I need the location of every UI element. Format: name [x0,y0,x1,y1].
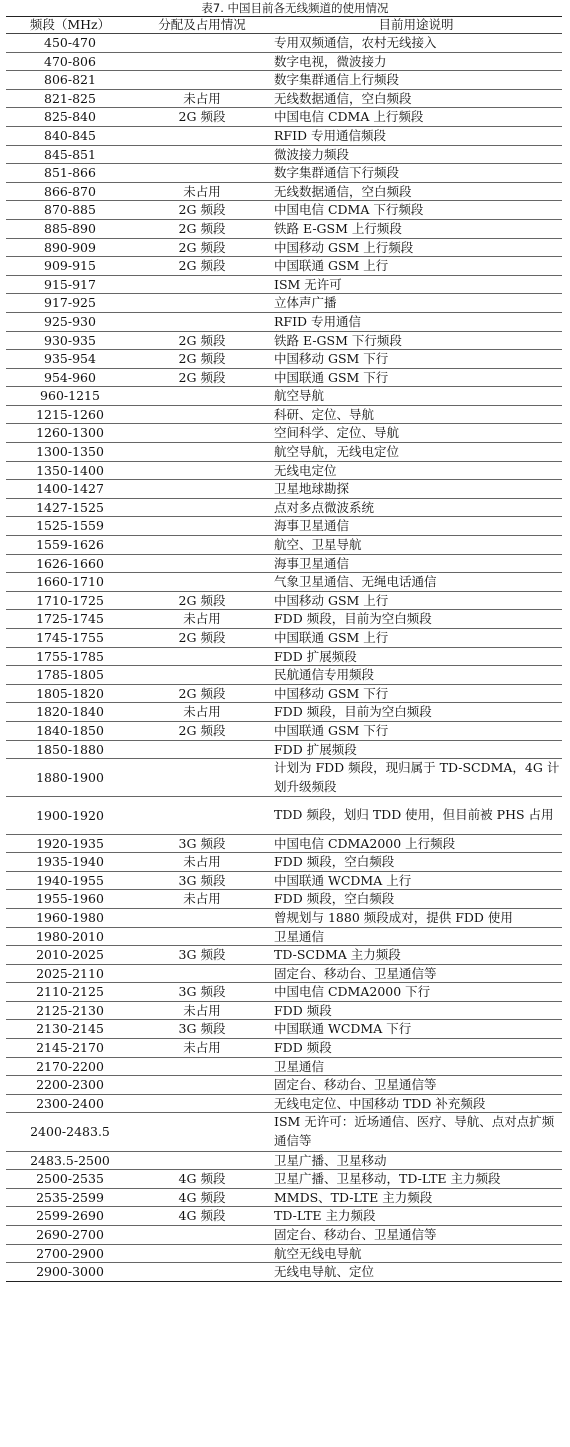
cell-allocation [134,666,270,685]
cell-frequency: 1626-1660 [6,554,134,573]
cell-description: RFID 专用通信频段 [270,126,562,145]
cell-description: 计划为 FDD 频段，现归属于 TD-SCDMA，4G 计划升级频段 [270,759,562,797]
cell-description: 气象卫星通信、无绳电话通信 [270,573,562,592]
cell-frequency: 470-806 [6,52,134,71]
table-row [6,1113,562,1151]
header-alloc: 分配及占用情况 [134,17,270,34]
cell-description: 卫星通信 [270,927,562,946]
cell-allocation [134,424,270,443]
cell-allocation [134,1094,270,1113]
cell-frequency: 1935-1940 [6,853,134,872]
cell-frequency: 1980-2010 [6,927,134,946]
cell-allocation: 2G 频段 [134,257,270,276]
table-row [6,350,562,369]
cell-description: 固定台、移动台、卫星通信等 [270,1226,562,1245]
cell-allocation: 未占用 [134,1039,270,1058]
cell-allocation [134,964,270,983]
table-row [6,1188,562,1207]
table-row [6,52,562,71]
cell-allocation: 3G 频段 [134,1020,270,1039]
table-header-row [6,17,562,34]
cell-description: 专用双频通信，农村无线接入 [270,34,562,53]
cell-allocation: 2G 频段 [134,368,270,387]
table-row [6,890,562,909]
cell-description: 数字电视，微波接力 [270,52,562,71]
cell-frequency: 1960-1980 [6,908,134,927]
cell-frequency: 2300-2400 [6,1094,134,1113]
cell-allocation: 未占用 [134,890,270,909]
table-row [6,480,562,499]
cell-description: 中国联通 GSM 上行 [270,629,562,648]
cell-allocation [134,1226,270,1245]
cell-description: 卫星广播、卫星移动，TD-LTE 主力频段 [270,1170,562,1189]
cell-allocation: 2G 频段 [134,331,270,350]
cell-frequency: 806-821 [6,71,134,90]
cell-description: 曾规划与 1880 频段成对，提供 FDD 使用 [270,908,562,927]
cell-frequency: 2483.5-2500 [6,1151,134,1170]
cell-allocation [134,573,270,592]
cell-allocation: 4G 频段 [134,1188,270,1207]
cell-frequency: 885-890 [6,219,134,238]
cell-allocation [134,927,270,946]
cell-allocation [134,145,270,164]
cell-frequency: 930-935 [6,331,134,350]
cell-description: 固定台、移动台、卫星通信等 [270,1076,562,1095]
cell-description: 无线数据通信，空白频段 [270,182,562,201]
cell-frequency: 1785-1805 [6,666,134,685]
cell-allocation [134,647,270,666]
cell-frequency: 1880-1900 [6,759,134,797]
cell-frequency: 2900-3000 [6,1263,134,1282]
cell-frequency: 840-845 [6,126,134,145]
cell-description: 中国电信 CDMA 下行频段 [270,201,562,220]
cell-description: TDD 频段，划归 TDD 使用，但目前被 PHS 占用 [270,797,562,834]
cell-allocation [134,443,270,462]
table-row [6,647,562,666]
table-row [6,946,562,965]
cell-allocation: 3G 频段 [134,834,270,853]
cell-frequency: 821-825 [6,89,134,108]
cell-description: TD-SCDMA 主力频段 [270,946,562,965]
table-row [6,1001,562,1020]
cell-allocation [134,1057,270,1076]
cell-allocation [134,405,270,424]
table-row [6,498,562,517]
table-row [6,368,562,387]
table-row [6,1151,562,1170]
cell-allocation: 未占用 [134,89,270,108]
cell-allocation [134,461,270,480]
table-row [6,461,562,480]
cell-description: ISM 无许可 [270,275,562,294]
cell-description: 科研、定位、导航 [270,405,562,424]
cell-description: 民航通信专用频段 [270,666,562,685]
cell-frequency: 1840-1850 [6,721,134,740]
table-row [6,201,562,220]
table-row [6,89,562,108]
cell-frequency: 1725-1745 [6,610,134,629]
cell-frequency: 1300-1350 [6,443,134,462]
cell-description: TD-LTE 主力频段 [270,1207,562,1226]
cell-frequency: 1559-1626 [6,536,134,555]
cell-allocation [134,312,270,331]
cell-allocation [134,536,270,555]
table-row [6,1057,562,1076]
cell-frequency: 954-960 [6,368,134,387]
table-row [6,294,562,313]
cell-allocation: 2G 频段 [134,591,270,610]
table-row [6,834,562,853]
cell-description: 数字集群通信上行频段 [270,71,562,90]
cell-allocation [134,387,270,406]
cell-description: 海事卫星通信 [270,517,562,536]
cell-description: 卫星地球勘探 [270,480,562,499]
cell-description: 航空无线电导航 [270,1244,562,1263]
cell-allocation [134,71,270,90]
table-row [6,536,562,555]
table-row [6,238,562,257]
cell-description: 无线数据通信，空白频段 [270,89,562,108]
cell-frequency: 2200-2300 [6,1076,134,1095]
cell-frequency: 1805-1820 [6,684,134,703]
table-row [6,983,562,1002]
cell-description: FDD 扩展频段 [270,740,562,759]
cell-frequency: 2130-2145 [6,1020,134,1039]
cell-frequency: 851-866 [6,164,134,183]
table-row [6,108,562,127]
cell-allocation [134,52,270,71]
cell-frequency: 1755-1785 [6,647,134,666]
table-row [6,853,562,872]
cell-frequency: 1260-1300 [6,424,134,443]
table-row [6,1263,562,1282]
cell-frequency: 1525-1559 [6,517,134,536]
cell-description: 中国移动 GSM 下行 [270,684,562,703]
cell-frequency: 1940-1955 [6,871,134,890]
cell-description: 中国电信 CDMA2000 下行 [270,983,562,1002]
cell-description: 航空、卫星导航 [270,536,562,555]
table-row [6,871,562,890]
table-row [6,1039,562,1058]
table-row [6,1170,562,1189]
cell-frequency: 890-909 [6,238,134,257]
cell-description: 中国联通 WCDMA 下行 [270,1020,562,1039]
cell-frequency: 1745-1755 [6,629,134,648]
cell-description: FDD 频段，目前为空白频段 [270,610,562,629]
table-row [6,1076,562,1095]
cell-allocation: 未占用 [134,1001,270,1020]
table-row [6,1207,562,1226]
cell-frequency: 1660-1710 [6,573,134,592]
cell-allocation: 2G 频段 [134,238,270,257]
cell-allocation: 2G 频段 [134,350,270,369]
cell-frequency: 1427-1525 [6,498,134,517]
cell-frequency: 909-915 [6,257,134,276]
cell-allocation [134,740,270,759]
cell-description: 数字集群通信下行频段 [270,164,562,183]
table-row [6,71,562,90]
table-row [6,964,562,983]
cell-frequency: 960-1215 [6,387,134,406]
cell-frequency: 925-930 [6,312,134,331]
table-row [6,1226,562,1245]
table-row [6,684,562,703]
cell-frequency: 866-870 [6,182,134,201]
table-row [6,759,562,797]
cell-description: 中国移动 GSM 上行频段 [270,238,562,257]
cell-description: 中国电信 CDMA 上行频段 [270,108,562,127]
cell-allocation: 4G 频段 [134,1207,270,1226]
table-row [6,443,562,462]
cell-frequency: 915-917 [6,275,134,294]
cell-frequency: 1350-1400 [6,461,134,480]
cell-allocation [134,498,270,517]
table-row [6,1020,562,1039]
cell-allocation [134,1263,270,1282]
cell-description: 铁路 E-GSM 下行频段 [270,331,562,350]
cell-description: 中国联通 GSM 上行 [270,257,562,276]
table-row [6,610,562,629]
cell-frequency: 2700-2900 [6,1244,134,1263]
cell-description: 中国电信 CDMA2000 上行频段 [270,834,562,853]
header-desc: 目前用途说明 [270,17,562,34]
cell-description: 中国联通 GSM 下行 [270,721,562,740]
cell-frequency: 1955-1960 [6,890,134,909]
table-row [6,34,562,53]
cell-frequency: 2110-2125 [6,983,134,1002]
cell-frequency: 1215-1260 [6,405,134,424]
cell-description: 无线电定位、中国移动 TDD 补充频段 [270,1094,562,1113]
cell-description: ISM 无许可：近场通信、医疗、导航、点对点扩频通信等 [270,1113,562,1151]
cell-frequency: 2599-2690 [6,1207,134,1226]
cell-allocation [134,480,270,499]
cell-allocation: 未占用 [134,703,270,722]
cell-allocation: 2G 频段 [134,219,270,238]
table-row [6,517,562,536]
cell-allocation: 2G 频段 [134,108,270,127]
cell-allocation [134,1244,270,1263]
cell-description: FDD 频段，空白频段 [270,890,562,909]
cell-allocation [134,34,270,53]
cell-description: 海事卫星通信 [270,554,562,573]
cell-frequency: 1850-1880 [6,740,134,759]
table-row [6,126,562,145]
cell-allocation: 2G 频段 [134,684,270,703]
cell-description: 铁路 E-GSM 上行频段 [270,219,562,238]
cell-description: 中国联通 GSM 下行 [270,368,562,387]
table-row [6,703,562,722]
table-row [6,573,562,592]
cell-description: 固定台、移动台、卫星通信等 [270,964,562,983]
table-row [6,424,562,443]
cell-allocation [134,275,270,294]
table-row [6,554,562,573]
cell-description: 航空导航 [270,387,562,406]
cell-description: 航空导航，无线电定位 [270,443,562,462]
cell-allocation [134,1151,270,1170]
cell-description: 微波接力频段 [270,145,562,164]
table-row [6,275,562,294]
cell-frequency: 845-851 [6,145,134,164]
cell-frequency: 2125-2130 [6,1001,134,1020]
table-row [6,591,562,610]
table-row [6,740,562,759]
table-row [6,405,562,424]
cell-allocation [134,759,270,797]
cell-description: 空间科学、定位、导航 [270,424,562,443]
table-body [6,34,562,1282]
cell-frequency: 450-470 [6,34,134,53]
cell-description: FDD 扩展频段 [270,647,562,666]
table-row [6,797,562,834]
cell-frequency: 870-885 [6,201,134,220]
cell-frequency: 2400-2483.5 [6,1113,134,1151]
cell-allocation [134,126,270,145]
cell-frequency: 1920-1935 [6,834,134,853]
table-row [6,927,562,946]
cell-allocation [134,1076,270,1095]
cell-allocation: 未占用 [134,182,270,201]
cell-allocation: 3G 频段 [134,871,270,890]
cell-description: 无线电定位 [270,461,562,480]
cell-description: FDD 频段 [270,1039,562,1058]
cell-allocation [134,517,270,536]
cell-frequency: 1710-1725 [6,591,134,610]
cell-allocation: 未占用 [134,853,270,872]
table-row [6,331,562,350]
cell-description: 卫星通信 [270,1057,562,1076]
table-row [6,1244,562,1263]
cell-allocation: 3G 频段 [134,983,270,1002]
cell-description: FDD 频段，目前为空白频段 [270,703,562,722]
table-row [6,721,562,740]
cell-description: 中国联通 WCDMA 上行 [270,871,562,890]
cell-allocation: 4G 频段 [134,1170,270,1189]
cell-allocation [134,908,270,927]
cell-frequency: 2170-2200 [6,1057,134,1076]
table-row [6,145,562,164]
cell-description: 立体声广播 [270,294,562,313]
frequency-table [6,16,562,1282]
table-row [6,387,562,406]
table-row [6,257,562,276]
cell-allocation [134,1113,270,1151]
cell-frequency: 2010-2025 [6,946,134,965]
table-row [6,182,562,201]
cell-description: 无线电导航、定位 [270,1263,562,1282]
cell-frequency: 917-925 [6,294,134,313]
cell-allocation: 3G 频段 [134,946,270,965]
cell-frequency: 2145-2170 [6,1039,134,1058]
cell-description: 卫星广播、卫星移动 [270,1151,562,1170]
cell-description: 中国移动 GSM 上行 [270,591,562,610]
table-row [6,1094,562,1113]
cell-allocation: 2G 频段 [134,201,270,220]
cell-allocation [134,797,270,834]
cell-allocation: 未占用 [134,610,270,629]
cell-description: FDD 频段，空白频段 [270,853,562,872]
cell-description: MMDS、TD-LTE 主力频段 [270,1188,562,1207]
cell-frequency: 2535-2599 [6,1188,134,1207]
cell-frequency: 1400-1427 [6,480,134,499]
cell-frequency: 1900-1920 [6,797,134,834]
cell-allocation: 2G 频段 [134,629,270,648]
cell-frequency: 825-840 [6,108,134,127]
cell-frequency: 935-954 [6,350,134,369]
header-freq: 频段（MHz） [6,17,134,34]
cell-allocation [134,554,270,573]
table-row [6,312,562,331]
cell-frequency: 2690-2700 [6,1226,134,1245]
cell-allocation [134,294,270,313]
cell-frequency: 2025-2110 [6,964,134,983]
table-caption: 表7. 中国目前各无线频道的使用情况 [201,1,389,15]
table-row [6,219,562,238]
cell-frequency: 1820-1840 [6,703,134,722]
table-row [6,666,562,685]
cell-description: RFID 专用通信 [270,312,562,331]
cell-description: FDD 频段 [270,1001,562,1020]
cell-frequency: 2500-2535 [6,1170,134,1189]
cell-description: 点对多点微波系统 [270,498,562,517]
cell-allocation [134,164,270,183]
cell-allocation: 2G 频段 [134,721,270,740]
table-row [6,629,562,648]
table-row [6,908,562,927]
table-row [6,164,562,183]
cell-description: 中国移动 GSM 下行 [270,350,562,369]
